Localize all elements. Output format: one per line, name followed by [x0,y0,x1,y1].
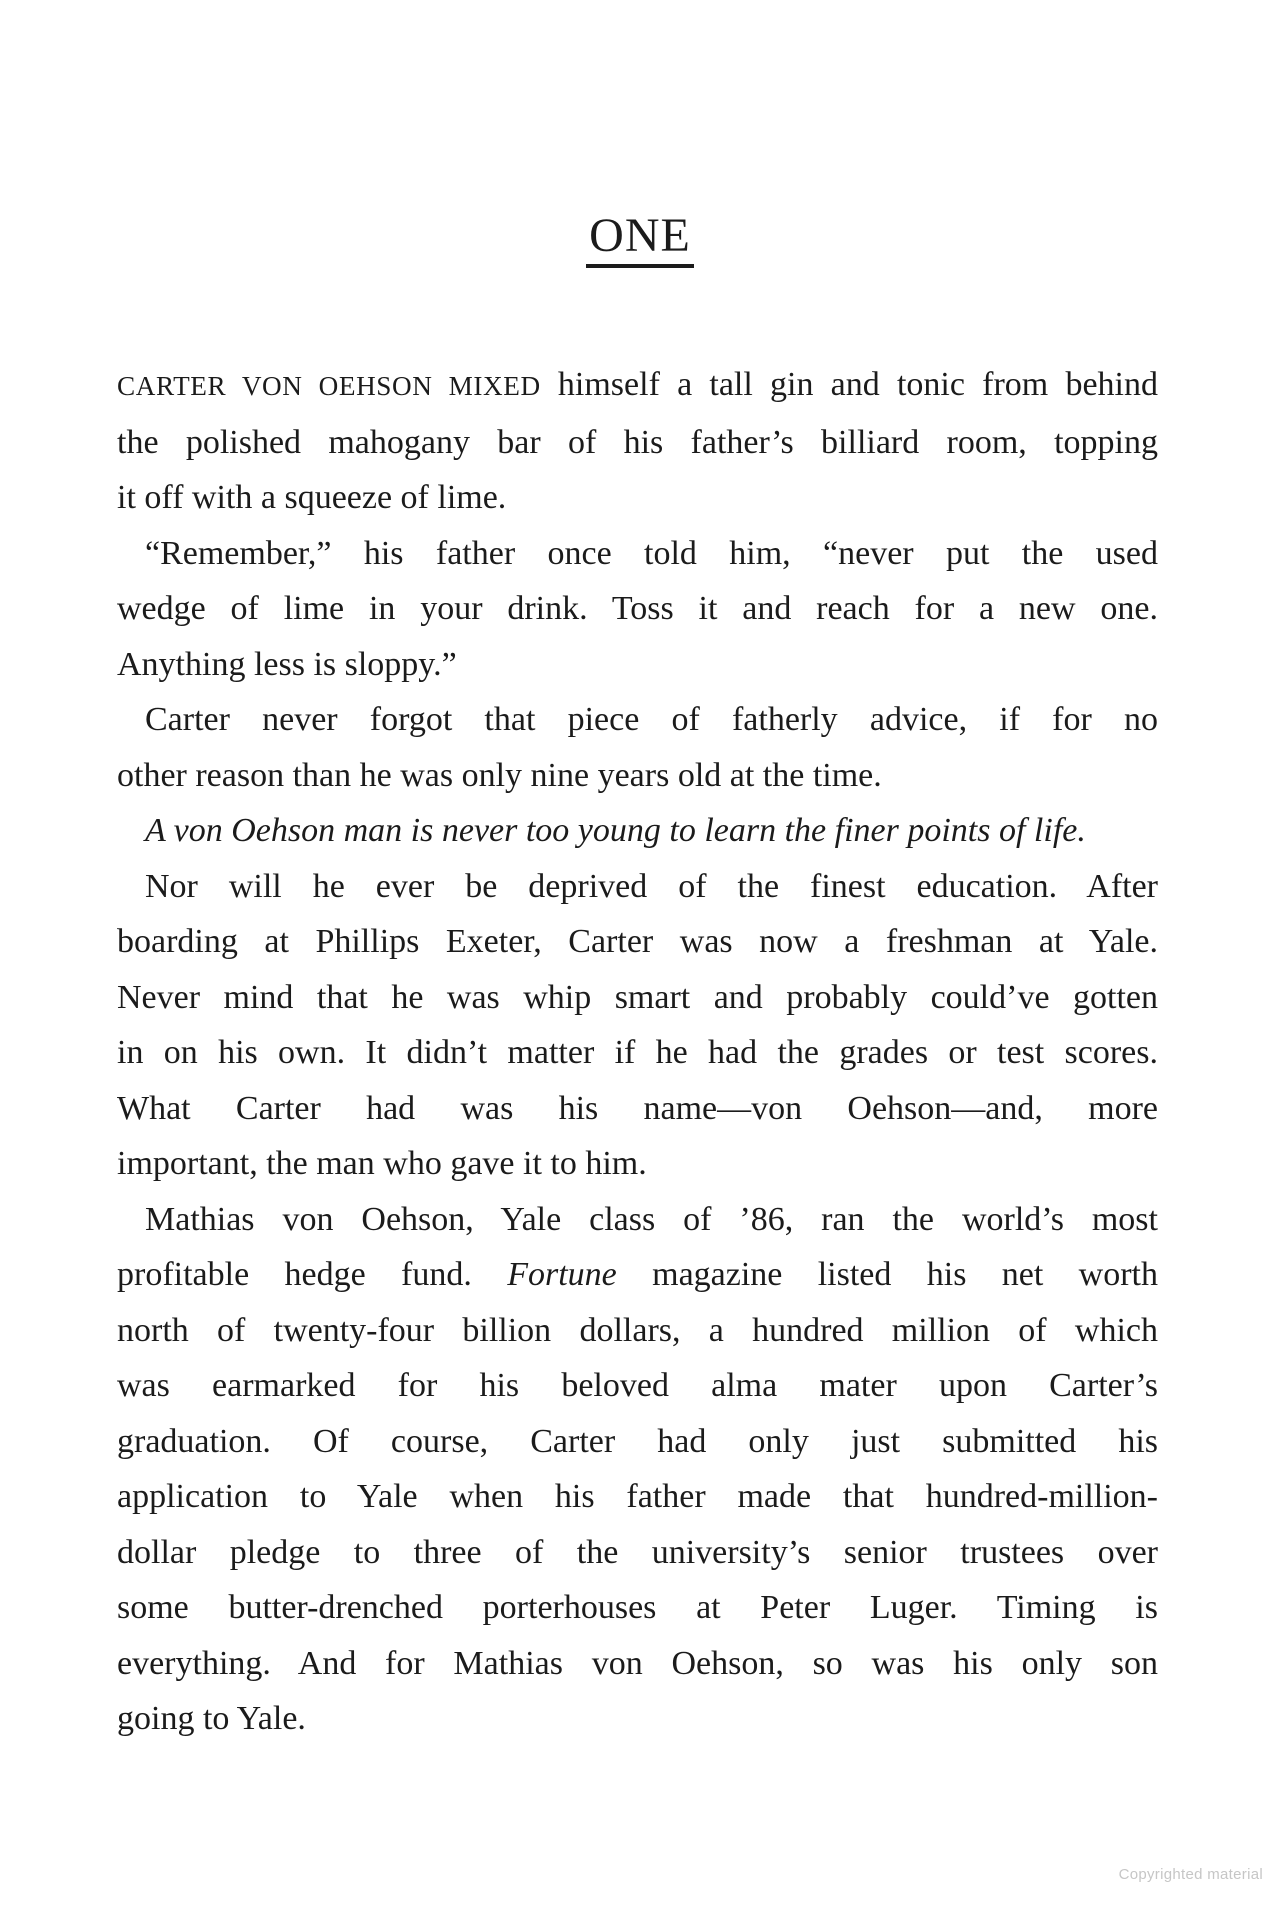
text-line [117,859,1158,915]
body-text-segment: Carter never forgot that piece of fatherly advice, if for no [145,701,1158,738]
body-text-segment: himself a tall gin and tonic from behind [540,366,1158,403]
text-line [117,970,1158,1026]
body-text-segment: application to Yale when his father made that hundred-million- [117,1478,1158,1515]
body-text-segment: dollar pledge to three of the university’s senior trustees over [117,1533,1158,1571]
text-line [117,1081,1158,1137]
text-line [117,803,1158,859]
body-text-segment: boarding at Phillips Exeter, Carter was now a freshman at Yale. [117,923,1158,960]
text-line [117,1469,1158,1525]
text-line [117,1525,1158,1581]
body-text-segment: in on his own. It didn’t matter if he had the grades or test scores. [117,1034,1158,1071]
text-line [117,1636,1158,1692]
text-line [117,1192,1158,1248]
text-line [117,637,1158,693]
body-text-segment: What Carter had was his name—von Oehson—and, more [117,1089,1158,1127]
body-text-segment: everything. And for Mathias von Oehson, so was his only son [117,1644,1158,1682]
body-text-segment: Nor will he ever be deprived of the finest education. After [145,867,1158,905]
text-line [117,1580,1158,1636]
body-text-segment: “Remember,” his father once told him, “never put the used [145,534,1158,572]
body-text-segment: profitable hedge fund. [117,1256,508,1293]
body-text-segment: the polished mahogany bar of his father’s billiard room, topping [117,423,1158,461]
body-text-segment: Anything less is sloppy.” [117,645,457,683]
smallcaps-lead-in: CARTER VON OEHSON MIXED [117,371,541,401]
text-line [117,415,1158,471]
body-text-segment: graduation. Of course, Carter had only just submitted his [117,1422,1158,1460]
text-line [117,1691,1158,1747]
body-text-segment: north of twenty-four billion dollars, a hundred million of which [117,1311,1158,1349]
chapter-heading-text: ONE [586,212,694,268]
body-text-segment: Never mind that he was whip smart and probably could’ve gotten [117,978,1158,1016]
text-line [117,470,1158,526]
body-text-segment: Mathias von Oehson, Yale class of ’86, ran the world’s most [145,1200,1158,1238]
text-line [117,1136,1158,1192]
body-text-segment: wedge of lime in your drink. Toss it and reach for a new one. [117,590,1158,627]
text-line [117,357,1158,415]
body-text-segment: going to Yale. [117,1700,306,1737]
body-text-segment: magazine listed his net worth [616,1256,1158,1293]
chapter-heading [0,209,1280,268]
copyright-watermark: Copyrighted material [1118,1866,1263,1883]
text-line [117,1025,1158,1081]
body-text-segment: it off with a squeeze of lime. [117,479,507,516]
text-line [117,581,1158,637]
text-line [117,1247,1158,1303]
text-line [117,1414,1158,1470]
text-line [117,748,1158,804]
text-line [117,1358,1158,1414]
text-line [117,1303,1158,1359]
italic-text: Fortune [507,1256,617,1293]
italic-text: A von Oehson man is never too young to learn the finer points of life. [145,812,1086,849]
text-line [117,692,1158,748]
body-text-segment: some butter-drenched porterhouses at Peter Luger. Timing is [117,1589,1158,1626]
body-text-segment: was earmarked for his beloved alma mater upon Carter’s [117,1367,1158,1404]
text-line [117,914,1158,970]
text-line [117,526,1158,582]
body-text-segment: other reason than he was only nine years old at the time. [117,756,882,794]
body-text-segment: important, the man who gave it to him. [117,1145,647,1182]
body-text [117,357,1158,1747]
